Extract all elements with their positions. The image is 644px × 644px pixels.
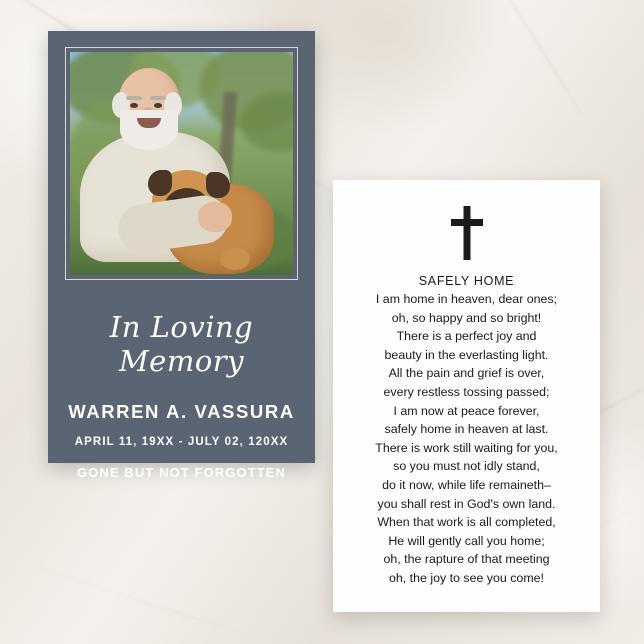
marble-vein <box>26 563 255 638</box>
poem-line: oh, so happy and so bright! <box>391 310 542 325</box>
poem-line: you shall rest in God's own land. <box>377 496 556 511</box>
poem-line: All the pain and grief is over, <box>388 366 545 381</box>
front-card-text <box>65 310 298 480</box>
man-brow-right <box>150 96 166 100</box>
man-hand <box>198 202 232 232</box>
poem-line: every restless tossing passed; <box>383 384 550 399</box>
poem-line: do it now, while life remaineth– <box>382 477 551 492</box>
poem-line: beauty in the everlasting light. <box>384 347 549 362</box>
man-brow-left <box>126 96 142 100</box>
dog-ear-left <box>148 170 172 196</box>
cross-icon <box>351 206 582 262</box>
poem-line: oh, the joy to see you come! <box>389 570 544 585</box>
poem-line: I am now at peace forever, <box>393 403 540 418</box>
dog-paw <box>220 248 250 270</box>
marble-vein <box>476 0 583 116</box>
poem-title: SAFELY HOME <box>418 274 515 288</box>
man-eye-left <box>130 103 138 108</box>
memorial-tagline: GONE BUT NOT FORGOTTEN <box>76 465 287 480</box>
memorial-card-front[interactable] <box>48 31 315 480</box>
poem-line: safely home in heaven at last. <box>384 422 549 437</box>
poem-line: He will gently call you home; <box>388 533 545 548</box>
poem-body <box>351 290 582 588</box>
poem-line: When that work is all completed, <box>377 515 556 530</box>
memorial-photo <box>70 52 293 275</box>
in-loving-memory-heading: In Loving Memory <box>109 310 254 378</box>
poem-line: I am home in heaven, dear ones; <box>375 292 558 306</box>
dog-ear-right <box>206 172 230 198</box>
poem-line: There is work still waiting for you, <box>375 440 558 455</box>
poem-line: There is a perfect joy and <box>396 329 537 344</box>
memorial-card-back[interactable] <box>333 180 600 612</box>
life-dates: APRIL 11, 19XX - JULY 02, 120XX <box>74 436 289 448</box>
man-beard <box>120 110 178 150</box>
poem-line: oh, the rapture of that meeting <box>383 552 550 567</box>
photo-frame <box>65 47 298 280</box>
poem-line: so you must not idly stand, <box>393 459 540 474</box>
deceased-name: WARREN A. VASSURA <box>68 401 295 422</box>
man-eye-right <box>154 103 162 108</box>
